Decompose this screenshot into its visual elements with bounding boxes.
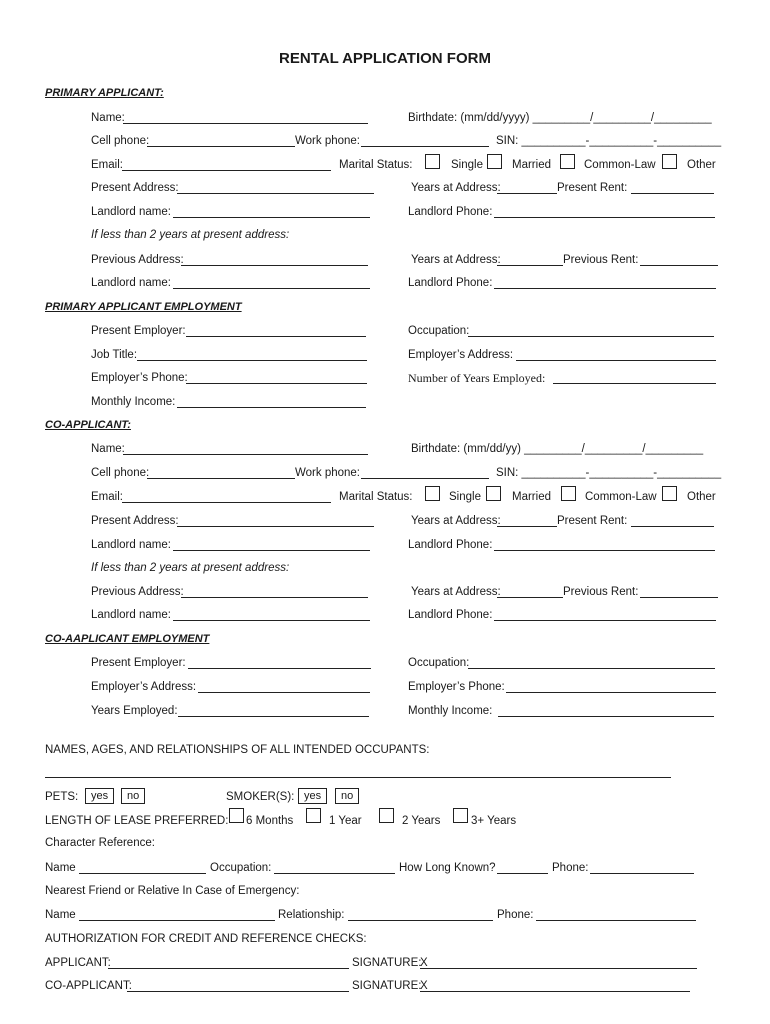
- lease-1-year-checkbox[interactable]: [306, 808, 321, 823]
- applicant-label: APPLICANT:: [45, 957, 111, 969]
- primary-years-employed-label: Number of Years Employed:: [408, 371, 546, 385]
- co-email-label: Email:: [91, 491, 123, 503]
- smokers-yes-option[interactable]: yes: [298, 788, 327, 804]
- section-co-employment: CO-AAPLICANT EMPLOYMENT: [45, 633, 210, 645]
- lease-6-months-checkbox[interactable]: [229, 808, 244, 823]
- emergency-label: Nearest Friend or Relative In Case of Emergency:: [45, 885, 300, 897]
- co-other-checkbox[interactable]: [662, 486, 677, 501]
- emergency-relationship-field[interactable]: [348, 920, 493, 921]
- co-present-rent-field[interactable]: [631, 526, 714, 527]
- primary-present-address-field[interactable]: [177, 193, 374, 194]
- co-present-employer-label: Present Employer:: [91, 657, 186, 669]
- co-present-address-label: Present Address:: [91, 515, 179, 527]
- occupants-label: NAMES, AGES, AND RELATIONSHIPS OF ALL INTENDED OCCUPANTS:: [45, 744, 430, 756]
- primary-work-field[interactable]: [361, 146, 489, 147]
- primary-landlord-name-field[interactable]: [173, 217, 370, 218]
- co-landlord-name-field[interactable]: [173, 550, 370, 551]
- co-other-label: Other: [687, 491, 716, 503]
- co-present-rent-label: Present Rent:: [557, 515, 628, 527]
- co-landlord-phone-label: Landlord Phone:: [408, 539, 493, 551]
- smokers-no-option[interactable]: no: [335, 788, 359, 804]
- section-primary-employment: PRIMARY APPLICANT EMPLOYMENT: [45, 301, 242, 313]
- primary-other-checkbox[interactable]: [662, 154, 677, 169]
- co-applicant-label: CO-APPLICANT:: [45, 980, 132, 992]
- lease-1-year-label: 1 Year: [329, 815, 362, 827]
- primary-married-label: Married: [512, 159, 551, 171]
- co-name-field[interactable]: [123, 454, 368, 455]
- primary-previous-address-field[interactable]: [181, 265, 368, 266]
- lease-2-years-checkbox[interactable]: [379, 808, 394, 823]
- primary-cell-label: Cell phone:: [91, 135, 150, 147]
- primary-work-label: Work phone:: [295, 135, 360, 147]
- primary-years-at-address-field[interactable]: [497, 193, 557, 194]
- applicant-name-field[interactable]: [108, 968, 349, 969]
- co-work-field[interactable]: [361, 478, 489, 479]
- applicant-signature-label: SIGNATURE:: [352, 957, 422, 969]
- co-landlord-phone-2-label: Landlord Phone:: [408, 609, 493, 621]
- primary-job-title-label: Job Title:: [91, 349, 138, 361]
- occupants-field[interactable]: [45, 777, 671, 778]
- co-single-label: Single: [449, 491, 481, 503]
- character-occupation-field[interactable]: [274, 873, 395, 874]
- primary-occupation-field[interactable]: [468, 336, 714, 337]
- co-previous-address-label: Previous Address:: [91, 586, 184, 598]
- primary-present-employer-label: Present Employer:: [91, 325, 186, 337]
- primary-years-at-address-label: Years at Address:: [411, 182, 501, 194]
- co-previous-address-field[interactable]: [181, 597, 368, 598]
- lease-2-years-label: 2 Years: [402, 815, 441, 827]
- co-married-checkbox[interactable]: [486, 486, 501, 501]
- co-common-law-checkbox[interactable]: [561, 486, 576, 501]
- primary-name-field[interactable]: [123, 123, 368, 124]
- primary-if-less-note: If less than 2 years at present address:: [91, 229, 290, 241]
- primary-employer-address-field[interactable]: [516, 360, 716, 361]
- character-name-field[interactable]: [79, 873, 206, 874]
- lease-3plus-years-checkbox[interactable]: [453, 808, 468, 823]
- character-known-field[interactable]: [497, 873, 548, 874]
- primary-cell-field[interactable]: [147, 146, 295, 147]
- primary-name-label: Name:: [91, 112, 125, 124]
- primary-marital-label: Marital Status:: [339, 159, 413, 171]
- co-years-at-address-2-label: Years at Address:: [411, 586, 501, 598]
- co-landlord-name-2-field[interactable]: [173, 620, 370, 621]
- co-employer-phone-label: Employer’s Phone:: [408, 681, 505, 693]
- co-work-label: Work phone:: [295, 467, 360, 479]
- co-name-label: Name:: [91, 443, 125, 455]
- co-single-checkbox[interactable]: [425, 486, 440, 501]
- primary-monthly-income-field[interactable]: [177, 407, 366, 408]
- co-common-law-label: Common-Law: [585, 491, 657, 503]
- co-previous-rent-field[interactable]: [640, 597, 718, 598]
- emergency-name-label: Name: [45, 909, 76, 921]
- co-landlord-phone-field[interactable]: [494, 550, 715, 551]
- emergency-name-field[interactable]: [79, 920, 275, 921]
- primary-years-employed-field[interactable]: [553, 383, 716, 384]
- primary-landlord-phone-field[interactable]: [494, 217, 715, 218]
- co-landlord-phone-2-field[interactable]: [494, 620, 716, 621]
- primary-years-at-address-2-label: Years at Address:: [411, 254, 501, 266]
- primary-years-at-address-2-field[interactable]: [497, 265, 563, 266]
- primary-employer-phone-field[interactable]: [186, 383, 367, 384]
- primary-other-label: Other: [687, 159, 716, 171]
- co-applicant-signature-x: X: [420, 980, 428, 992]
- co-employer-address-label: Employer’s Address:: [91, 681, 197, 693]
- emergency-relationship-label: Relationship:: [278, 909, 345, 921]
- co-employer-phone-field[interactable]: [506, 692, 716, 693]
- character-known-label: How Long Known?: [399, 862, 496, 874]
- primary-employer-address-label: Employer’s Address:: [408, 349, 514, 361]
- primary-previous-address-label: Previous Address:: [91, 254, 184, 266]
- co-years-at-address-2-field[interactable]: [497, 597, 563, 598]
- co-applicant-signature-label: SIGNATURE:: [352, 980, 422, 992]
- character-phone-label: Phone:: [552, 862, 589, 874]
- applicant-signature-x: X: [420, 957, 428, 969]
- co-present-address-field[interactable]: [177, 526, 374, 527]
- co-occupation-label: Occupation:: [408, 657, 470, 669]
- character-name-label: Name: [45, 862, 76, 874]
- pets-yes-option[interactable]: yes: [85, 788, 114, 804]
- primary-landlord-phone-2-label: Landlord Phone:: [408, 277, 493, 289]
- co-present-employer-field[interactable]: [188, 668, 371, 669]
- primary-landlord-name-label: Landlord name:: [91, 206, 171, 218]
- pets-no-option[interactable]: no: [121, 788, 145, 804]
- authorization-label: AUTHORIZATION FOR CREDIT AND REFERENCE CHECKS:: [45, 933, 367, 945]
- co-landlord-name-2-label: Landlord name:: [91, 609, 171, 621]
- co-employer-address-field[interactable]: [198, 692, 370, 693]
- primary-landlord-name-2-label: Landlord name:: [91, 277, 171, 289]
- primary-present-address-label: Present Address:: [91, 182, 179, 194]
- co-cell-label: Cell phone:: [91, 467, 150, 479]
- primary-single-checkbox[interactable]: [425, 154, 440, 169]
- primary-single-label: Single: [451, 159, 483, 171]
- co-years-employed-field[interactable]: [178, 716, 369, 717]
- primary-email-label: Email:: [91, 159, 123, 171]
- character-reference-label: Character Reference:: [45, 837, 155, 849]
- pets-label: PETS:: [45, 791, 79, 803]
- primary-previous-rent-field[interactable]: [640, 265, 718, 266]
- primary-common-law-checkbox[interactable]: [560, 154, 575, 169]
- primary-birthdate[interactable]: Birthdate: (mm/dd/yyyy) _________/_________/_________: [408, 112, 712, 124]
- primary-present-employer-field[interactable]: [186, 336, 366, 337]
- co-monthly-income-label: Monthly Income:: [408, 705, 493, 717]
- co-married-label: Married: [512, 491, 551, 503]
- primary-email-field[interactable]: [122, 170, 331, 171]
- primary-present-rent-label: Present Rent:: [557, 182, 628, 194]
- lease-label: LENGTH OF LEASE PREFERRED:: [45, 815, 229, 827]
- page-title: RENTAL APPLICATION FORM: [279, 50, 491, 67]
- primary-landlord-name-2-field[interactable]: [173, 288, 370, 289]
- smokers-label: SMOKER(S):: [226, 791, 295, 803]
- lease-3plus-years-label: 3+ Years: [471, 815, 517, 827]
- co-cell-field[interactable]: [147, 478, 295, 479]
- co-monthly-income-field[interactable]: [498, 716, 714, 717]
- applicant-signature-field[interactable]: [420, 968, 697, 969]
- co-landlord-name-label: Landlord name:: [91, 539, 171, 551]
- primary-monthly-income-label: Monthly Income:: [91, 396, 176, 408]
- co-occupation-field[interactable]: [468, 668, 715, 669]
- co-years-at-address-field[interactable]: [497, 526, 557, 527]
- section-co-applicant: CO-APPLICANT:: [45, 419, 131, 431]
- primary-previous-rent-label: Previous Rent:: [563, 254, 639, 266]
- co-applicant-name-field[interactable]: [127, 991, 349, 992]
- character-occupation-label: Occupation:: [210, 862, 272, 874]
- primary-employer-phone-label: Employer’s Phone:: [91, 372, 188, 384]
- co-applicant-signature-field[interactable]: [420, 991, 690, 992]
- primary-sin[interactable]: SIN: __________-__________-__________: [496, 135, 722, 147]
- emergency-phone-field[interactable]: [536, 920, 696, 921]
- co-marital-label: Marital Status:: [339, 491, 413, 503]
- primary-common-law-label: Common-Law: [584, 159, 656, 171]
- co-email-field[interactable]: [122, 502, 331, 503]
- primary-occupation-label: Occupation:: [408, 325, 470, 337]
- co-years-employed-label: Years Employed:: [91, 705, 178, 717]
- lease-6-months-label: 6 Months: [246, 815, 294, 827]
- emergency-phone-label: Phone:: [497, 909, 534, 921]
- primary-job-title-field[interactable]: [137, 360, 367, 361]
- primary-landlord-phone-label: Landlord Phone:: [408, 206, 493, 218]
- primary-landlord-phone-2-field[interactable]: [494, 288, 716, 289]
- co-years-at-address-label: Years at Address:: [411, 515, 501, 527]
- primary-present-rent-field[interactable]: [631, 193, 714, 194]
- co-birthdate[interactable]: Birthdate: (mm/dd/yy) _________/_________/_________: [411, 443, 704, 455]
- co-previous-rent-label: Previous Rent:: [563, 586, 639, 598]
- character-phone-field[interactable]: [590, 873, 694, 874]
- primary-married-checkbox[interactable]: [487, 154, 502, 169]
- section-primary-applicant: PRIMARY APPLICANT:: [45, 87, 164, 99]
- co-if-less-note: If less than 2 years at present address:: [91, 562, 290, 574]
- co-sin[interactable]: SIN: __________-__________-__________: [496, 467, 722, 479]
